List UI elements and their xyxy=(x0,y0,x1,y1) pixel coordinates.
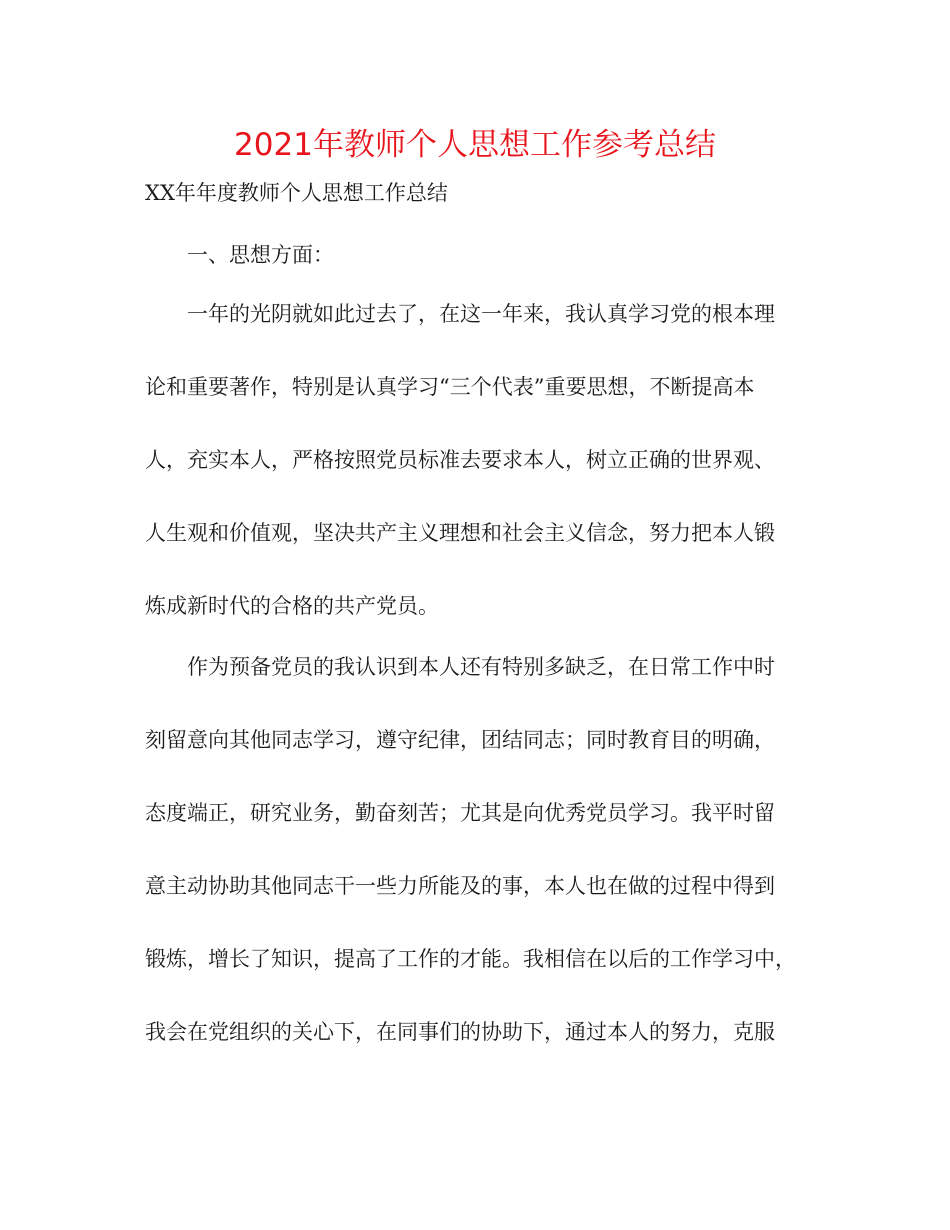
paragraph-line: 一年的光阴就如此过去了，在这一年来，我认真学习党的根本理 xyxy=(187,302,775,326)
paragraph-line: 人生观和价值观，坚决共产主义理想和社会主义信念，努力把本人锻 xyxy=(145,521,775,545)
paragraph-line: 论和重要著作，特别是认真学习“三个代表”重要思想，不断提高本 xyxy=(145,375,755,399)
paragraph-line: 锻炼，增长了知识，提高了工作的才能。我相信在以后的工作学习中， xyxy=(145,947,796,971)
paragraph-line: 意主动协助其他同志干一些力所能及的事，本人也在做的过程中得到 xyxy=(145,874,775,898)
paragraph-line: 态度端正，研究业务，勤奋刻苦；尤其是向优秀党员学习。我平时留 xyxy=(145,801,775,825)
paragraph-line: 炼成新时代的合格的共产党员。 xyxy=(145,594,439,618)
paragraph-line: 我会在党组织的关心下，在同事们的协助下，通过本人的努力，克服 xyxy=(145,1020,775,1044)
section-heading: 一、思想方面： xyxy=(187,243,334,267)
paragraph-line: 人，充实本人，严格按照党员标准去要求本人，树立正确的世界观、 xyxy=(145,448,775,472)
document-title: 2021年教师个人思想工作参考总结 xyxy=(234,127,716,163)
document-subtitle: XX年年度教师个人思想工作总结 xyxy=(145,181,448,205)
paragraph-line: 刻留意向其他同志学习，遵守纪律，团结同志；同时教育目的明确， xyxy=(145,728,775,752)
paragraph-line: 作为预备党员的我认识到本人还有特别多缺乏，在日常工作中时 xyxy=(187,655,775,679)
